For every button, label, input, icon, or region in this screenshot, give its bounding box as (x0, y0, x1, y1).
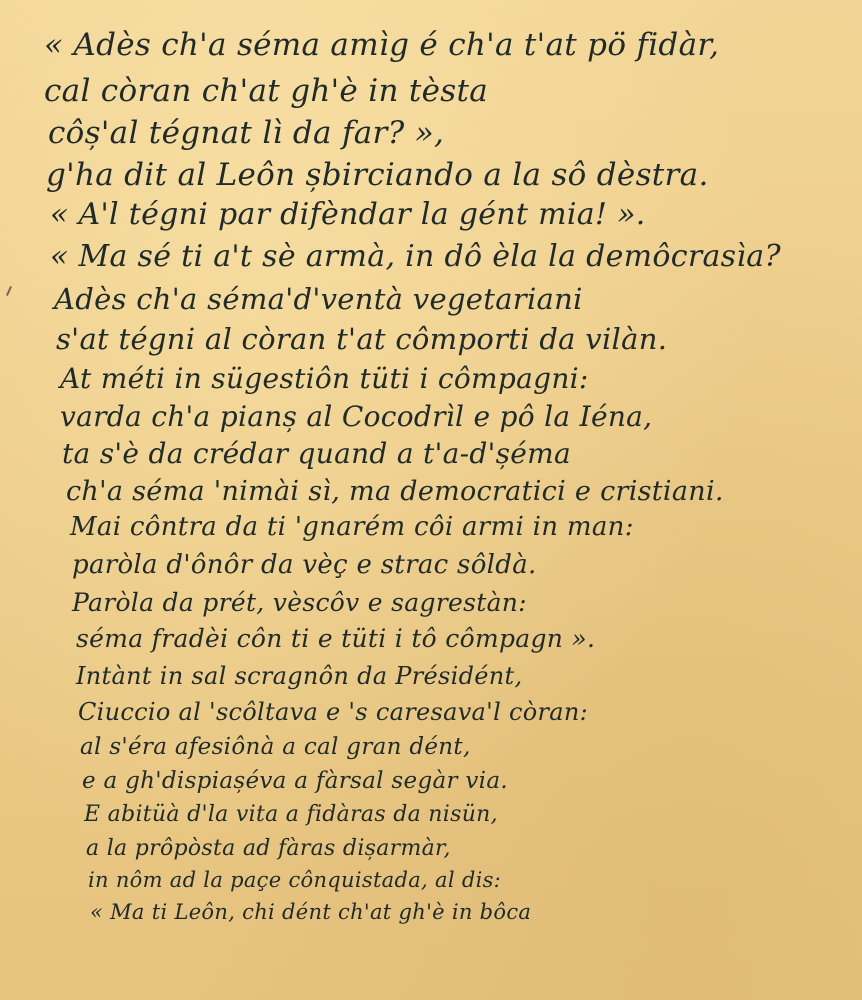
poem-line: varda ch'a pianș al Cocodrìl e pô la Iéna, (60, 400, 653, 433)
poem-line: « Adès ch'a séma amìg é ch'a t'at pö fidàr, (44, 27, 720, 63)
poem-line: E abitüà d'la vita a fidàras da nisün, (84, 802, 498, 827)
poem-line: Adès ch'a séma'd'ventà vegetariani (54, 282, 583, 316)
margin-mark (6, 286, 12, 296)
poem-line: At méti in sügestiôn tüti i cômpagni: (60, 362, 589, 395)
poem-line: Mai côntra da ti 'gnarém côi armi in man: (70, 512, 634, 542)
poem-line: ch'a séma 'nimài sì, ma democratici e cristiani. (66, 476, 724, 507)
poem-line: Intànt in sal scragnôn da Présidént, (76, 662, 523, 690)
poem-line: séma fradèi côn ti e tüti i tô cômpagn ». (76, 624, 596, 653)
poem-line: in nôm ad la paçe cônquistada, al dis: (88, 868, 502, 892)
poem-line: « Ma ti Leôn, chi dént ch'at gh'è in bôca (90, 900, 532, 924)
poem-line: Paròla da prét, vèscôv e sagrestàn: (72, 588, 527, 617)
poem-line: cal còran ch'at gh'è in tèsta (44, 73, 489, 109)
poem-line: « Ma sé ti a't sè armà, in dô èla la demôcrasìa? (50, 239, 781, 274)
poem-line: al s'éra afesiônà a cal gran dént, (80, 734, 471, 760)
poem-line: ta s'è da crédar quand a t'a-d'șéma (62, 437, 571, 470)
poem-line: côș'al tégnat lì da far? », (48, 115, 445, 151)
poem-line: e a gh'dispiașéva a fàrsal segàr via. (82, 768, 508, 794)
poem-line: Ciuccio al 'scôltava e 's caresava'l còran: (78, 698, 588, 726)
poem-line: « A'l tégni par difèndar la gént mia! ». (50, 197, 646, 232)
poem-line: paròla d'ônôr da vèç e strac sôldà. (72, 550, 537, 580)
poem-line: s'at tégni al còran t'at cômporti da vilàn. (56, 322, 668, 356)
poem-line: g'ha dit al Leôn șbirciando a la sô dèstra. (46, 157, 709, 193)
poem-line: a la prôpòsta ad fàras dișarmàr, (86, 836, 451, 861)
